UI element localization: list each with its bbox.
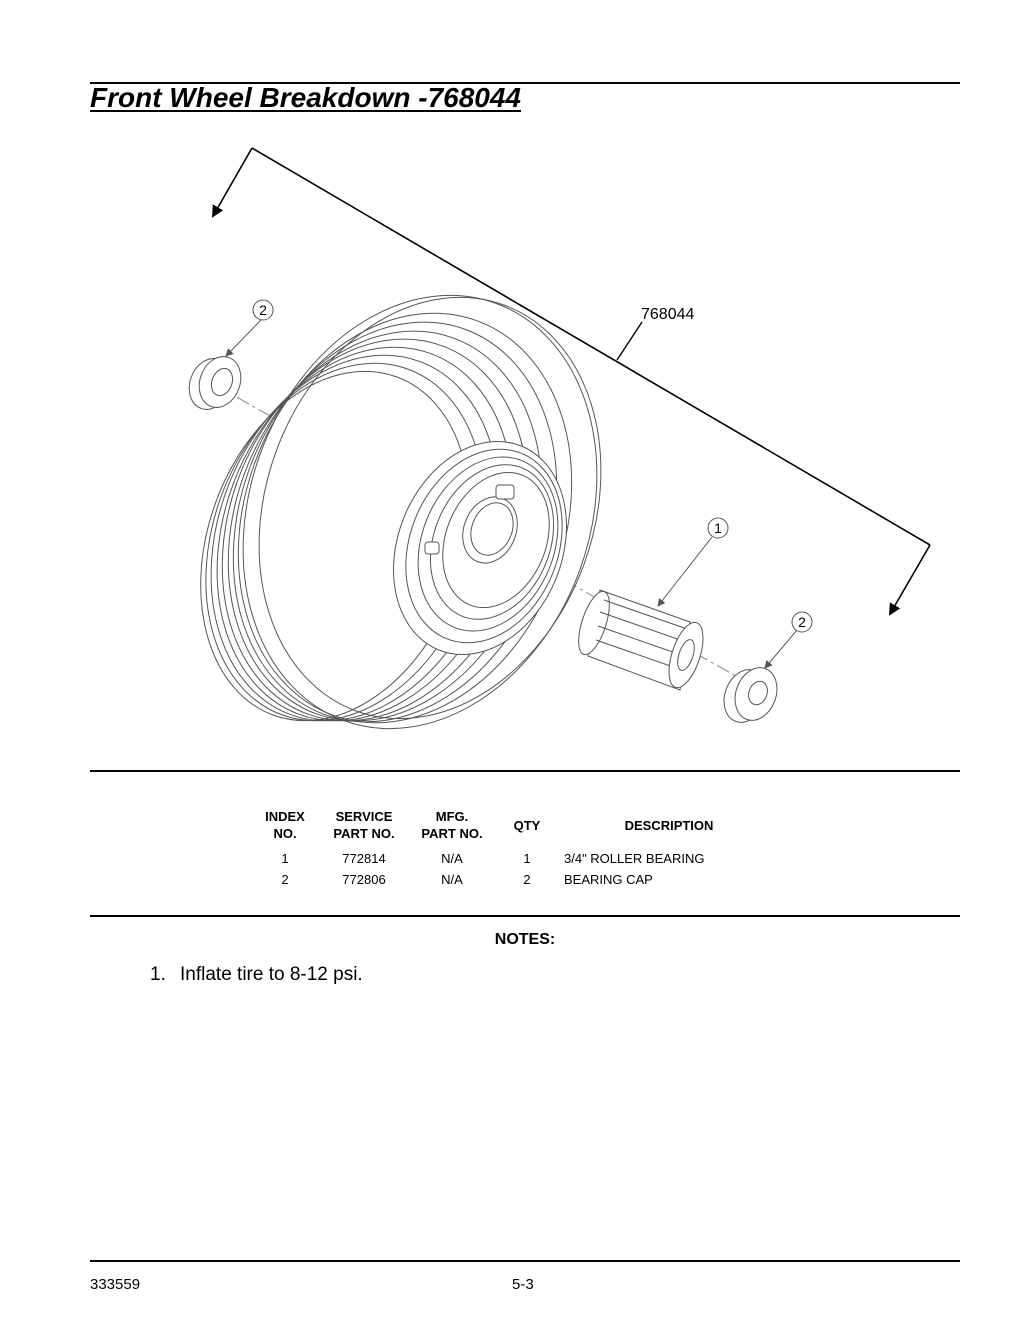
header-qty: QTY — [513, 817, 541, 833]
assembly-callout: 768044 — [641, 306, 695, 323]
front-wheel-exploded-diagram — [0, 130, 1020, 750]
parts-table — [250, 808, 780, 890]
header-service-part-no: SERVICE PART NO. — [333, 809, 395, 841]
bearing-cap-right — [717, 662, 784, 728]
table-top-rule — [90, 770, 960, 772]
note-text: Inflate tire to 8-12 psi. — [180, 964, 363, 985]
document-number: 333559 — [90, 1276, 141, 1293]
table-header-row — [250, 808, 780, 848]
roller-bearing — [572, 588, 709, 692]
table-row: 2 772806 N/A 2 BEARING CAP — [281, 872, 653, 887]
notes-heading: NOTES: — [494, 931, 556, 948]
header-index-no: INDEX NO. — [265, 809, 305, 841]
page-title: Front Wheel Breakdown -768044 — [90, 82, 522, 113]
note-item — [150, 964, 363, 986]
footer-rule — [90, 1260, 960, 1262]
svg-text:2: 2 — [259, 302, 267, 318]
bearing-cap-left — [182, 351, 247, 416]
note-number: 1. — [150, 964, 166, 985]
callout-2-left — [253, 300, 273, 320]
table-row: 1 772814 N/A 1 3/4" ROLLER BEARING — [281, 851, 705, 866]
callout-1 — [708, 518, 728, 538]
header-mfg-part-no: MFG. PART NO. — [421, 809, 483, 841]
svg-text:1: 1 — [714, 520, 722, 536]
header-description: DESCRIPTION — [624, 817, 714, 833]
table-bottom-rule — [90, 915, 960, 917]
svg-text:2: 2 — [798, 614, 806, 630]
callout-2-right — [792, 612, 812, 632]
tire — [154, 245, 658, 750]
page-number: 5-3 — [512, 1276, 534, 1293]
